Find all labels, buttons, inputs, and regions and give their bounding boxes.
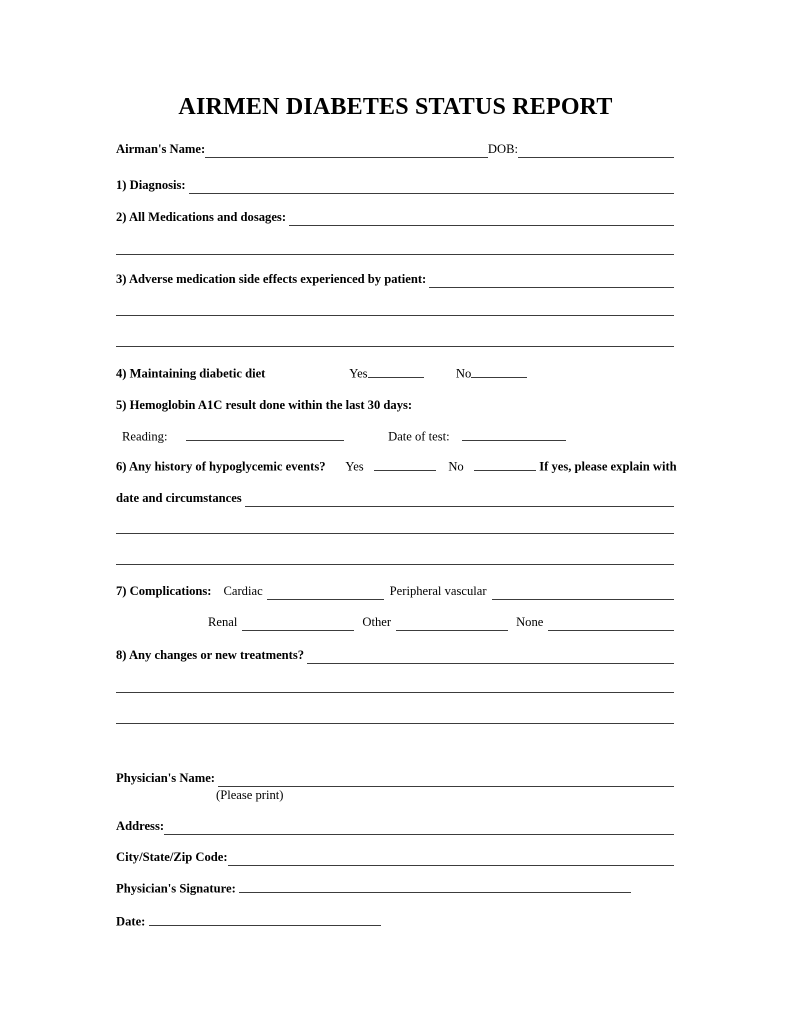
date-of-test-label: Date of test: — [388, 429, 450, 444]
date-label: Date: — [116, 914, 149, 929]
physician-name-input[interactable] — [218, 776, 674, 787]
question-6-no-input[interactable] — [474, 460, 536, 471]
question-6-continuation-line-2[interactable] — [116, 564, 674, 565]
question-3-continuation-line-1[interactable] — [116, 315, 674, 316]
question-8-row — [116, 649, 674, 663]
question-7-second-row — [208, 616, 674, 630]
question-4-row — [116, 367, 674, 381]
please-print-note — [216, 789, 774, 803]
question-4-no-label: No — [455, 366, 472, 381]
question-6-continuation-label: date and circumstances — [116, 491, 245, 505]
question-5-row — [116, 399, 674, 413]
question-6-continuation-row — [116, 492, 674, 506]
physician-name-row — [116, 772, 674, 786]
question-4-yes-input[interactable] — [368, 367, 424, 378]
question-3-label: 3) Adverse medication side effects experienced by patient: — [116, 272, 430, 286]
date-of-test-input[interactable] — [462, 430, 566, 441]
question-7-row — [116, 585, 674, 599]
question-6-tail-label: If yes, please explain with — [539, 459, 677, 474]
peripheral-vascular-input[interactable] — [492, 589, 674, 600]
question-6-yes-label: Yes — [345, 459, 364, 474]
question-6-label: 6) Any history of hypoglycemic events? — [116, 459, 326, 474]
question-8-input[interactable] — [307, 653, 674, 664]
date-row — [116, 915, 674, 929]
physician-signature-label: Physician's Signature: — [116, 881, 239, 896]
physician-signature-input[interactable] — [239, 882, 631, 893]
dob-label: DOB: — [487, 142, 518, 156]
question-2-input[interactable] — [289, 215, 674, 226]
question-1-row — [116, 179, 674, 193]
city-state-zip-label: City/State/Zip Code: — [116, 850, 228, 864]
question-6-continuation-input[interactable] — [245, 496, 674, 507]
question-1-label: 1) Diagnosis: — [116, 178, 189, 192]
physician-signature-row — [116, 882, 674, 896]
dob-input[interactable] — [518, 147, 674, 158]
question-1-input[interactable] — [189, 183, 674, 194]
question-6-yes-input[interactable] — [374, 460, 436, 471]
question-3-input[interactable] — [429, 277, 674, 288]
city-state-zip-input[interactable] — [228, 855, 674, 866]
question-6-continuation-line-1[interactable] — [116, 533, 674, 534]
question-3-continuation-line-2[interactable] — [116, 346, 674, 347]
question-2-label: 2) All Medications and dosages: — [116, 210, 290, 224]
question-2-row — [116, 211, 674, 225]
question-3-row — [116, 273, 674, 287]
renal-label: Renal — [208, 615, 238, 629]
reading-input[interactable] — [186, 430, 344, 441]
question-5-label: 5) Hemoglobin A1C result done within the last 30 days: — [116, 398, 413, 412]
reading-label: Reading: — [122, 429, 168, 444]
address-label: Address: — [116, 819, 165, 833]
question-8-continuation-line-2[interactable] — [116, 723, 674, 724]
peripheral-vascular-label: Peripheral vascular — [389, 584, 487, 598]
city-state-zip-row — [116, 851, 674, 865]
physician-name-label: Physician's Name: — [116, 771, 219, 785]
please-print-label: (Please print) — [216, 788, 284, 802]
question-8-label: 8) Any changes or new treatments? — [116, 648, 308, 662]
question-6-row — [116, 459, 677, 474]
question-6-no-label: No — [448, 459, 464, 474]
none-input[interactable] — [548, 620, 674, 631]
page-title: AIRMEN DIABETES STATUS REPORT — [178, 94, 613, 120]
cardiac-label: Cardiac — [223, 584, 263, 598]
question-2-continuation-line[interactable] — [116, 254, 674, 255]
other-label: Other — [362, 615, 392, 629]
question-4-label: 4) Maintaining diabetic diet — [116, 366, 266, 381]
cardiac-input[interactable] — [267, 589, 384, 600]
airman-name-input[interactable] — [205, 147, 488, 158]
renal-input[interactable] — [242, 620, 354, 631]
address-row — [116, 820, 674, 834]
date-input[interactable] — [149, 915, 381, 926]
question-5-detail-row — [122, 430, 680, 444]
question-8-continuation-line-1[interactable] — [116, 692, 674, 693]
other-input[interactable] — [396, 620, 508, 631]
question-7-label: 7) Complications: — [116, 584, 212, 598]
address-input[interactable] — [164, 824, 674, 835]
question-4-no-input[interactable] — [471, 367, 527, 378]
airman-name-row — [116, 143, 674, 157]
airman-name-label: Airman's Name: — [116, 142, 206, 156]
none-label: None — [516, 615, 544, 629]
question-4-yes-label: Yes — [349, 366, 368, 381]
